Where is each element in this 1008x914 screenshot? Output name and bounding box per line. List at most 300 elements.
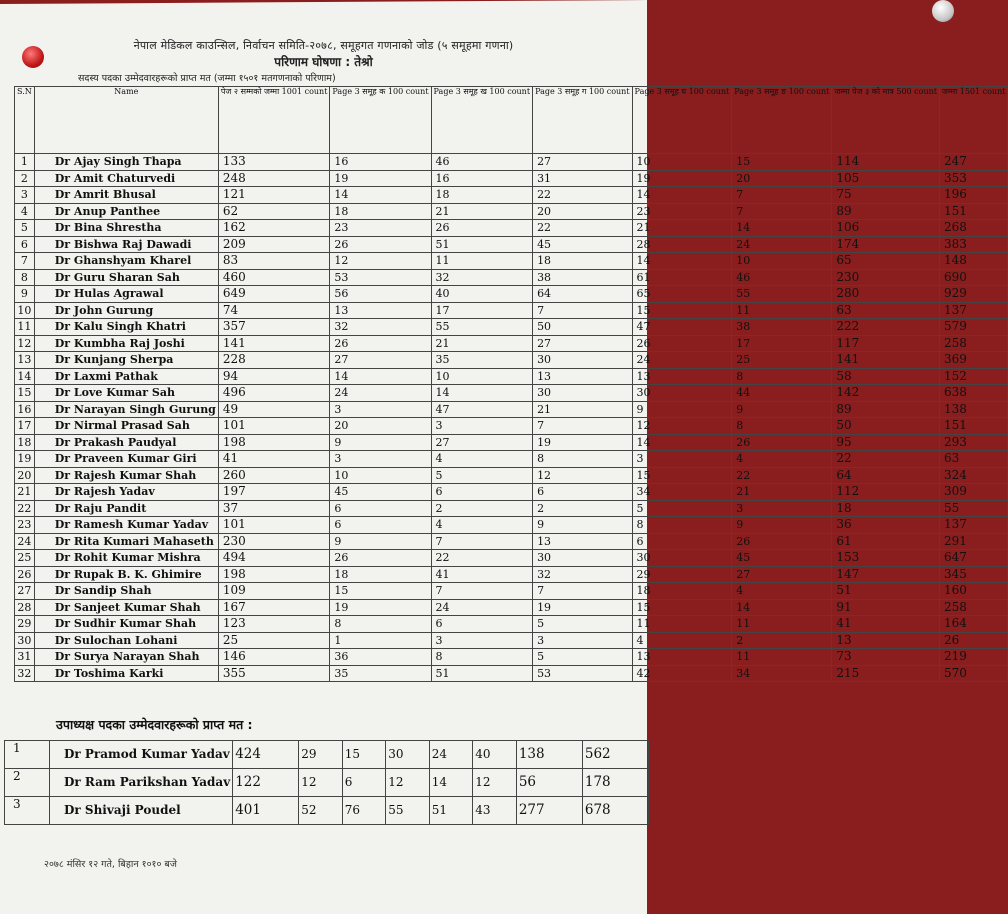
- vote-count-cell: 222: [832, 319, 940, 336]
- vote-count-cell: 37: [218, 500, 330, 517]
- vote-count-cell: 17: [732, 335, 832, 352]
- vice-president-results-table: [4, 740, 649, 825]
- vote-count-cell: 133: [218, 154, 330, 171]
- vote-count-cell: 151: [940, 418, 1008, 435]
- vote-count-cell: 137: [940, 302, 1008, 319]
- vote-count-cell: 21: [533, 401, 632, 418]
- candidate-name: Dr Guru Sharan Sah: [34, 269, 218, 286]
- vote-count-cell: 258: [940, 599, 1008, 616]
- table-row: [15, 451, 1008, 468]
- table-row: [15, 616, 1008, 633]
- table-row: [15, 632, 1008, 649]
- vote-count-cell: 15: [632, 302, 732, 319]
- vote-count-cell: 12: [632, 418, 732, 435]
- vote-count-cell: 8: [732, 418, 832, 435]
- vote-count-cell: 45: [533, 236, 632, 253]
- candidate-name: Dr Praveen Kumar Giri: [34, 451, 218, 468]
- vote-count-cell: 18: [330, 203, 431, 220]
- footer-date: २०७८ मंसिर १२ गते, बिहान १०१० बजे: [44, 859, 177, 870]
- vote-count-cell: 570: [940, 665, 1008, 682]
- vote-count-cell: 30: [533, 352, 632, 369]
- notice-heading: नेपाल मेडिकल काउन्सिल, निर्वाचन समिति-२०७८, समूहगत गणनाको जोड (५ समूहमा गणना): [133, 39, 514, 52]
- row-sn: 29: [15, 616, 35, 633]
- vote-count-cell: 13: [533, 368, 632, 385]
- vote-count-cell: 112: [832, 484, 940, 501]
- candidate-name: Dr Ramesh Kumar Yadav: [34, 517, 218, 534]
- vote-count-cell: 647: [940, 550, 1008, 567]
- vote-count-cell: 53: [533, 665, 632, 682]
- row-sn: 16: [15, 401, 35, 418]
- vote-count-cell: 7: [732, 187, 832, 204]
- vote-count-cell: 5: [533, 616, 632, 633]
- vote-count-cell: 27: [533, 154, 632, 171]
- vote-count-cell: 167: [218, 599, 330, 616]
- vote-count-cell: 230: [218, 533, 330, 550]
- vote-count-cell: 26: [330, 236, 431, 253]
- vote-count-cell: 15: [632, 467, 732, 484]
- table-row: [5, 741, 649, 769]
- vote-count-cell: 228: [218, 352, 330, 369]
- table-row: [15, 187, 1008, 204]
- vote-count-cell: 7: [732, 203, 832, 220]
- vote-count-cell: 47: [431, 401, 533, 418]
- vote-count-cell: 7: [431, 533, 533, 550]
- vote-count-cell: 51: [431, 236, 533, 253]
- vote-count-cell: 46: [431, 154, 533, 171]
- vote-count-cell: 4: [431, 451, 533, 468]
- vice-president-results-body: [5, 741, 649, 825]
- vote-count-cell: 260: [218, 467, 330, 484]
- table-row: [15, 269, 1008, 286]
- vote-count-cell: 247: [940, 154, 1008, 171]
- vote-count-cell: 309: [940, 484, 1008, 501]
- candidate-name: Dr John Gurung: [34, 302, 218, 319]
- vote-count-cell: 52: [299, 797, 343, 825]
- table-row: [15, 170, 1008, 187]
- col-grand-total: जम्मा 1501 count: [940, 87, 1008, 154]
- vote-count-cell: 11: [431, 253, 533, 270]
- vote-count-cell: 147: [832, 566, 940, 583]
- row-sn: 3: [15, 187, 35, 204]
- candidate-name: Dr Laxmi Pathak: [34, 368, 218, 385]
- vote-count-cell: 30: [533, 385, 632, 402]
- vote-count-cell: 6: [431, 484, 533, 501]
- vote-count-cell: 151: [940, 203, 1008, 220]
- vote-count-cell: 3: [632, 451, 732, 468]
- vote-count-cell: 4: [431, 517, 533, 534]
- vote-count-cell: 383: [940, 236, 1008, 253]
- vote-count-cell: 41: [431, 566, 533, 583]
- row-sn: 27: [15, 583, 35, 600]
- row-sn: 26: [15, 566, 35, 583]
- candidate-name: Dr Sanjeet Kumar Shah: [34, 599, 218, 616]
- vote-count-cell: 8: [533, 451, 632, 468]
- vote-count-cell: 638: [940, 385, 1008, 402]
- vote-count-cell: 3: [431, 632, 533, 649]
- vote-count-cell: 32: [533, 566, 632, 583]
- vote-count-cell: 30: [632, 385, 732, 402]
- vote-count-cell: 20: [533, 203, 632, 220]
- vote-count-cell: 21: [632, 220, 732, 237]
- vote-count-cell: 6: [330, 500, 431, 517]
- vote-count-cell: 148: [940, 253, 1008, 270]
- col-page3-group-e: Page 3 समूह ङ 100 count: [732, 87, 832, 154]
- vote-count-cell: 105: [832, 170, 940, 187]
- row-sn: 20: [15, 467, 35, 484]
- vote-count-cell: 8: [632, 517, 732, 534]
- vote-count-cell: 248: [218, 170, 330, 187]
- vote-count-cell: 83: [218, 253, 330, 270]
- row-sn: 31: [15, 649, 35, 666]
- table-row: [15, 385, 1008, 402]
- vote-count-cell: 26: [431, 220, 533, 237]
- vote-count-cell: 61: [832, 533, 940, 550]
- vote-count-cell: 22: [832, 451, 940, 468]
- vote-count-cell: 209: [218, 236, 330, 253]
- vote-count-cell: 12: [473, 769, 517, 797]
- vote-count-cell: 43: [473, 797, 517, 825]
- row-sn: 4: [15, 203, 35, 220]
- vote-count-cell: 27: [533, 335, 632, 352]
- vote-count-cell: 55: [386, 797, 430, 825]
- row-sn: 25: [15, 550, 35, 567]
- vote-count-cell: 56: [330, 286, 431, 303]
- vote-count-cell: 38: [533, 269, 632, 286]
- table-row: [15, 368, 1008, 385]
- vote-count-cell: 9: [732, 401, 832, 418]
- vote-count-cell: 10: [431, 368, 533, 385]
- vote-count-cell: 929: [940, 286, 1008, 303]
- table-row: [15, 220, 1008, 237]
- row-sn: 2: [5, 769, 50, 797]
- vote-count-cell: 579: [940, 319, 1008, 336]
- candidate-name: Dr Ajay Singh Thapa: [34, 154, 218, 171]
- table-row: [15, 566, 1008, 583]
- vote-count-cell: 7: [533, 302, 632, 319]
- vote-count-cell: 268: [940, 220, 1008, 237]
- vote-count-cell: 215: [832, 665, 940, 682]
- candidate-name: Dr Sandip Shah: [34, 583, 218, 600]
- result-announcement-title: परिणाम घोषणा : तेश्रो: [274, 55, 373, 69]
- row-sn: 30: [15, 632, 35, 649]
- row-sn: 19: [15, 451, 35, 468]
- vote-count-cell: 4: [732, 583, 832, 600]
- vote-count-cell: 162: [218, 220, 330, 237]
- table-row: [15, 500, 1008, 517]
- vote-count-cell: 6: [632, 533, 732, 550]
- candidate-name: Dr Ram Parikshan Yadav: [50, 769, 233, 797]
- vote-count-cell: 76: [342, 797, 386, 825]
- vote-count-cell: 61: [632, 269, 732, 286]
- vote-count-cell: 280: [832, 286, 940, 303]
- row-sn: 12: [15, 335, 35, 352]
- table-row: [15, 583, 1008, 600]
- vote-count-cell: 16: [330, 154, 431, 171]
- vote-count-cell: 353: [940, 170, 1008, 187]
- vote-count-cell: 30: [632, 550, 732, 567]
- candidate-name: Dr Sudhir Kumar Shah: [34, 616, 218, 633]
- row-sn: 5: [15, 220, 35, 237]
- vote-count-cell: 122: [233, 769, 299, 797]
- vote-count-cell: 291: [940, 533, 1008, 550]
- vote-count-cell: 146: [218, 649, 330, 666]
- col-sn: S.N: [15, 87, 35, 154]
- vote-count-cell: 34: [732, 665, 832, 682]
- vote-count-cell: 47: [632, 319, 732, 336]
- vote-count-cell: 6: [330, 517, 431, 534]
- vote-count-cell: 9: [632, 401, 732, 418]
- vote-count-cell: 36: [330, 649, 431, 666]
- vote-count-cell: 94: [218, 368, 330, 385]
- table-row: [15, 352, 1008, 369]
- table-row: [15, 203, 1008, 220]
- vote-count-cell: 65: [632, 286, 732, 303]
- candidate-name: Dr Kumbha Raj Joshi: [34, 335, 218, 352]
- vote-count-cell: 3: [330, 401, 431, 418]
- vote-count-cell: 8: [431, 649, 533, 666]
- table-row: [15, 649, 1008, 666]
- candidate-name: Dr Rajesh Kumar Shah: [34, 467, 218, 484]
- vote-count-cell: 123: [218, 616, 330, 633]
- vote-count-cell: 198: [218, 434, 330, 451]
- table-row: [5, 797, 649, 825]
- vote-count-cell: 15: [632, 599, 732, 616]
- vote-count-cell: 3: [431, 418, 533, 435]
- table-row: [15, 236, 1008, 253]
- vote-count-cell: 10: [330, 467, 431, 484]
- candidate-name: Dr Prakash Paudyal: [34, 434, 218, 451]
- vote-count-cell: 53: [330, 269, 431, 286]
- vote-count-cell: 496: [218, 385, 330, 402]
- vote-count-cell: 2: [431, 500, 533, 517]
- vote-count-cell: 5: [632, 500, 732, 517]
- vote-count-cell: 64: [533, 286, 632, 303]
- vote-count-cell: 50: [832, 418, 940, 435]
- row-sn: 32: [15, 665, 35, 682]
- row-sn: 11: [15, 319, 35, 336]
- vote-count-cell: 357: [218, 319, 330, 336]
- vote-count-cell: 12: [299, 769, 343, 797]
- vote-count-cell: 18: [330, 566, 431, 583]
- vote-count-cell: 9: [330, 434, 431, 451]
- vote-count-cell: 12: [386, 769, 430, 797]
- table-row: [15, 401, 1008, 418]
- vote-count-cell: 18: [533, 253, 632, 270]
- vote-count-cell: 19: [533, 434, 632, 451]
- vote-count-cell: 51: [832, 583, 940, 600]
- vote-count-cell: 14: [431, 385, 533, 402]
- table-header-row: [15, 87, 1008, 154]
- vote-count-cell: 2: [732, 632, 832, 649]
- vote-count-cell: 73: [832, 649, 940, 666]
- vote-count-cell: 7: [533, 418, 632, 435]
- vote-count-cell: 42: [632, 665, 732, 682]
- vote-count-cell: 424: [233, 741, 299, 769]
- row-sn: 15: [15, 385, 35, 402]
- vote-count-cell: 63: [832, 302, 940, 319]
- table-row: [15, 154, 1008, 171]
- vote-count-cell: 6: [431, 616, 533, 633]
- vote-count-cell: 20: [330, 418, 431, 435]
- vote-count-cell: 26: [940, 632, 1008, 649]
- vote-count-cell: 62: [218, 203, 330, 220]
- vote-count-cell: 31: [533, 170, 632, 187]
- vote-count-cell: 13: [632, 649, 732, 666]
- row-sn: 6: [15, 236, 35, 253]
- vote-count-cell: 12: [533, 467, 632, 484]
- vote-count-cell: 17: [431, 302, 533, 319]
- vote-count-cell: 32: [431, 269, 533, 286]
- candidate-name: Dr Hulas Agrawal: [34, 286, 218, 303]
- vote-count-cell: 153: [832, 550, 940, 567]
- vote-count-cell: 13: [832, 632, 940, 649]
- vote-count-cell: 74: [218, 302, 330, 319]
- vote-count-cell: 34: [632, 484, 732, 501]
- vote-count-cell: 13: [533, 533, 632, 550]
- table-row: [15, 599, 1008, 616]
- table-row: [15, 286, 1008, 303]
- vote-count-cell: 164: [940, 616, 1008, 633]
- vote-count-cell: 138: [940, 401, 1008, 418]
- vote-count-cell: 369: [940, 352, 1008, 369]
- vote-count-cell: 24: [632, 352, 732, 369]
- vote-count-cell: 15: [732, 154, 832, 171]
- vote-count-cell: 14: [632, 187, 732, 204]
- vote-count-cell: 35: [431, 352, 533, 369]
- vote-count-cell: 32: [330, 319, 431, 336]
- vote-count-cell: 30: [386, 741, 430, 769]
- vote-count-cell: 22: [533, 187, 632, 204]
- candidate-name: Dr Kalu Singh Khatri: [34, 319, 218, 336]
- vote-count-cell: 19: [330, 170, 431, 187]
- vote-count-cell: 106: [832, 220, 940, 237]
- vote-count-cell: 56: [516, 769, 582, 797]
- table-row: [15, 335, 1008, 352]
- vote-count-cell: 89: [832, 401, 940, 418]
- candidate-name: Dr Nirmal Prasad Sah: [34, 418, 218, 435]
- vote-count-cell: 12: [330, 253, 431, 270]
- vote-count-cell: 3: [330, 451, 431, 468]
- vote-count-cell: 562: [582, 741, 648, 769]
- vote-count-cell: 11: [732, 302, 832, 319]
- vote-count-cell: 10: [732, 253, 832, 270]
- vote-count-cell: 65: [832, 253, 940, 270]
- vote-count-cell: 24: [330, 385, 431, 402]
- vote-count-cell: 6: [533, 484, 632, 501]
- vote-count-cell: 6: [342, 769, 386, 797]
- white-pushpin-icon: [932, 0, 954, 22]
- vote-count-cell: 5: [533, 649, 632, 666]
- vote-count-cell: 24: [732, 236, 832, 253]
- vote-count-cell: 55: [431, 319, 533, 336]
- vote-count-cell: 5: [431, 467, 533, 484]
- vote-count-cell: 11: [632, 616, 732, 633]
- vote-count-cell: 24: [429, 741, 473, 769]
- candidate-name: Dr Anup Panthee: [34, 203, 218, 220]
- vote-count-cell: 2: [533, 500, 632, 517]
- candidate-name: Dr Bishwa Raj Dawadi: [34, 236, 218, 253]
- vote-count-cell: 27: [431, 434, 533, 451]
- row-sn: 28: [15, 599, 35, 616]
- table-row: [15, 253, 1008, 270]
- vote-count-cell: 219: [940, 649, 1008, 666]
- vote-count-cell: 14: [732, 220, 832, 237]
- vote-count-cell: 28: [632, 236, 732, 253]
- vote-count-cell: 14: [330, 368, 431, 385]
- vote-count-cell: 178: [582, 769, 648, 797]
- vote-count-cell: 50: [533, 319, 632, 336]
- vote-count-cell: 49: [218, 401, 330, 418]
- vote-count-cell: 22: [533, 220, 632, 237]
- vote-count-cell: 35: [330, 665, 431, 682]
- row-sn: 2: [15, 170, 35, 187]
- vote-count-cell: 690: [940, 269, 1008, 286]
- row-sn: 9: [15, 286, 35, 303]
- vote-count-cell: 7: [431, 583, 533, 600]
- row-sn: 22: [15, 500, 35, 517]
- vice-president-heading: उपाध्यक्ष पदका उम्मेदवारहरूको प्राप्त मत :: [56, 717, 253, 732]
- vote-count-cell: 14: [429, 769, 473, 797]
- vote-count-cell: 142: [832, 385, 940, 402]
- vote-count-cell: 26: [330, 550, 431, 567]
- candidate-name: Dr Raju Pandit: [34, 500, 218, 517]
- member-results-body: [15, 154, 1008, 682]
- vote-count-cell: 8: [330, 616, 431, 633]
- col-page3-group-b: Page 3 समूह ख 100 count: [431, 87, 533, 154]
- member-results-table: [14, 86, 1008, 682]
- vote-count-cell: 14: [330, 187, 431, 204]
- vote-count-cell: 198: [218, 566, 330, 583]
- vote-count-cell: 197: [218, 484, 330, 501]
- row-sn: 13: [15, 352, 35, 369]
- vote-count-cell: 30: [533, 550, 632, 567]
- col-page3-total: जम्मा पेज ३ को मात्र 500 count: [832, 87, 940, 154]
- vote-count-cell: 101: [218, 418, 330, 435]
- row-sn: 23: [15, 517, 35, 534]
- vote-count-cell: 3: [533, 632, 632, 649]
- vote-count-cell: 26: [732, 434, 832, 451]
- vote-count-cell: 18: [632, 583, 732, 600]
- vote-count-cell: 19: [632, 170, 732, 187]
- vote-count-cell: 63: [940, 451, 1008, 468]
- vote-count-cell: 678: [582, 797, 648, 825]
- vote-count-cell: 4: [732, 451, 832, 468]
- col-page3-group-c: Page 3 समूह ग 100 count: [533, 87, 632, 154]
- candidate-name: Dr Rita Kumari Mahaseth: [34, 533, 218, 550]
- vote-count-cell: 36: [832, 517, 940, 534]
- vote-count-cell: 51: [429, 797, 473, 825]
- vote-count-cell: 55: [940, 500, 1008, 517]
- vote-count-cell: 22: [431, 550, 533, 567]
- vote-count-cell: 27: [330, 352, 431, 369]
- vote-count-cell: 137: [940, 517, 1008, 534]
- vote-count-cell: 174: [832, 236, 940, 253]
- row-sn: 21: [15, 484, 35, 501]
- table-row: [15, 517, 1008, 534]
- vote-count-cell: 230: [832, 269, 940, 286]
- vote-count-cell: 51: [431, 665, 533, 682]
- row-sn: 14: [15, 368, 35, 385]
- vote-count-cell: 13: [330, 302, 431, 319]
- table-row: [15, 302, 1008, 319]
- table-row: [15, 319, 1008, 336]
- vote-count-cell: 494: [218, 550, 330, 567]
- vote-count-cell: 14: [732, 599, 832, 616]
- row-sn: 18: [15, 434, 35, 451]
- vote-count-cell: 26: [632, 335, 732, 352]
- row-sn: 10: [15, 302, 35, 319]
- candidate-name: Dr Toshima Karki: [34, 665, 218, 682]
